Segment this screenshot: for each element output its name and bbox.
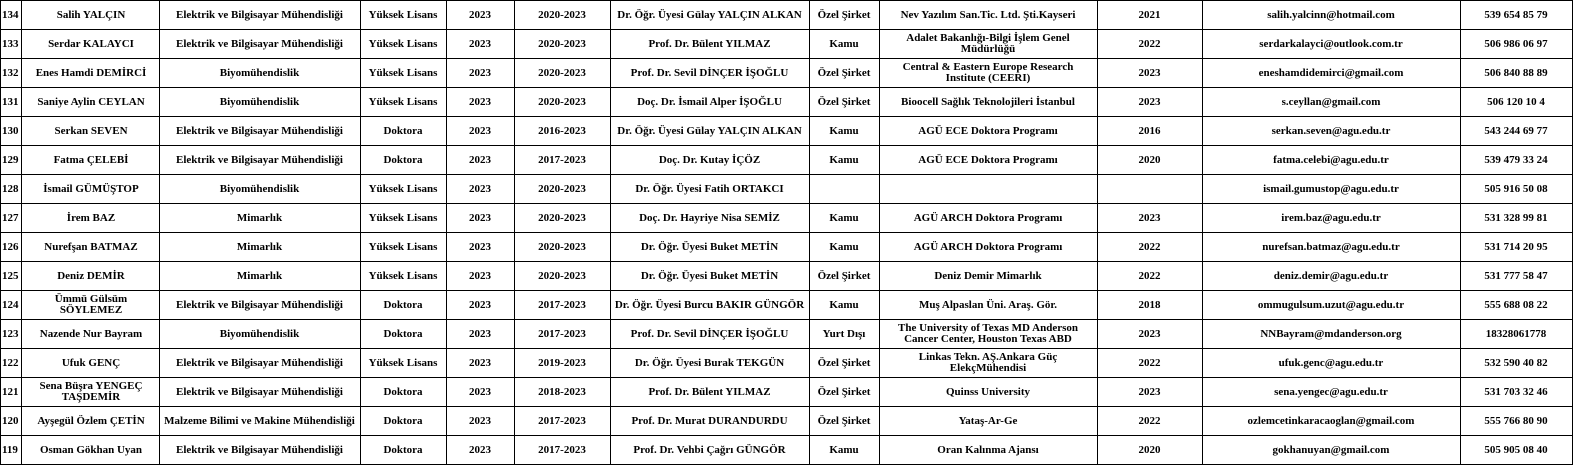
sector-cell[interactable]: Kamu: [809, 146, 879, 175]
degree-cell[interactable]: Yüksek Lisans: [360, 88, 446, 117]
department-cell[interactable]: Biyomühendislik: [159, 59, 360, 88]
sector-cell[interactable]: Kamu: [809, 233, 879, 262]
advisor-cell[interactable]: Dr. Öğr. Üyesi Gülay YALÇIN ALKAN: [610, 117, 809, 146]
start-year-cell[interactable]: 2020: [1097, 146, 1202, 175]
workplace-cell[interactable]: The University of Texas MD Anderson Cancer Center, Houston Texas ABD: [879, 320, 1097, 349]
start-year-cell[interactable]: 2023: [1097, 204, 1202, 233]
name-cell[interactable]: İrem BAZ: [21, 204, 159, 233]
advisor-cell[interactable]: Prof. Dr. Vehbi Çağrı GÜNGÖR: [610, 436, 809, 465]
study-period-cell[interactable]: 2020-2023: [514, 59, 610, 88]
department-cell[interactable]: Elektrik ve Bilgisayar Mühendisliği: [159, 349, 360, 378]
advisor-cell[interactable]: Prof. Dr. Sevil DİNÇER İŞOĞLU: [610, 320, 809, 349]
workplace-cell[interactable]: Oran Kalınma Ajansı: [879, 436, 1097, 465]
row-number-cell[interactable]: 129: [1, 146, 22, 175]
email-cell[interactable]: salih.yalcinn@hotmail.com: [1202, 1, 1460, 30]
sector-cell[interactable]: Kamu: [809, 291, 879, 320]
workplace-cell[interactable]: Yataş-Ar-Ge: [879, 407, 1097, 436]
start-year-cell[interactable]: 2021: [1097, 1, 1202, 30]
workplace-cell[interactable]: Central & Eastern Europe Research Institute (CEERI): [879, 59, 1097, 88]
start-year-cell[interactable]: 2023: [1097, 59, 1202, 88]
email-cell[interactable]: NNBayram@mdanderson.org: [1202, 320, 1460, 349]
advisor-cell[interactable]: Prof. Dr. Bülent YILMAZ: [610, 378, 809, 407]
degree-cell[interactable]: Doktora: [360, 320, 446, 349]
workplace-cell[interactable]: Deniz Demir Mimarlık: [879, 262, 1097, 291]
email-cell[interactable]: irem.baz@agu.edu.tr: [1202, 204, 1460, 233]
row-number-cell[interactable]: 126: [1, 233, 22, 262]
name-cell[interactable]: Nazende Nur Bayram: [21, 320, 159, 349]
study-period-cell[interactable]: 2020-2023: [514, 204, 610, 233]
phone-cell[interactable]: 505 916 50 08: [1460, 175, 1572, 204]
department-cell[interactable]: Elektrik ve Bilgisayar Mühendisliği: [159, 291, 360, 320]
table-row: [1, 320, 1573, 349]
degree-cell[interactable]: Yüksek Lisans: [360, 233, 446, 262]
phone-cell[interactable]: 506 840 88 89: [1460, 59, 1572, 88]
table-row: [1, 88, 1573, 117]
table-row: [1, 1, 1573, 30]
graduation-year-cell[interactable]: 2023: [446, 291, 514, 320]
name-cell[interactable]: Deniz DEMİR: [21, 262, 159, 291]
degree-cell[interactable]: Yüksek Lisans: [360, 1, 446, 30]
email-cell[interactable]: ommugulsum.uzut@agu.edu.tr: [1202, 291, 1460, 320]
graduation-year-cell[interactable]: 2023: [446, 407, 514, 436]
name-cell[interactable]: Saniye Aylin CEYLAN: [21, 88, 159, 117]
department-cell[interactable]: Elektrik ve Bilgisayar Mühendisliği: [159, 436, 360, 465]
name-cell[interactable]: Salih YALÇIN: [21, 1, 159, 30]
advisor-cell[interactable]: Dr. Öğr. Üyesi Fatih ORTAKCI: [610, 175, 809, 204]
graduation-year-cell[interactable]: 2023: [446, 378, 514, 407]
email-cell[interactable]: ufuk.genc@agu.edu.tr: [1202, 349, 1460, 378]
advisor-cell[interactable]: Prof. Dr. Sevil DİNÇER İŞOĞLU: [610, 59, 809, 88]
sector-cell[interactable]: Kamu: [809, 436, 879, 465]
table-row: [1, 407, 1573, 436]
study-period-cell[interactable]: 2016-2023: [514, 117, 610, 146]
email-cell[interactable]: ismail.gumustop@agu.edu.tr: [1202, 175, 1460, 204]
row-number-cell[interactable]: 131: [1, 88, 22, 117]
study-period-cell[interactable]: 2017-2023: [514, 436, 610, 465]
phone-cell[interactable]: 531 328 99 81: [1460, 204, 1572, 233]
graduation-year-cell[interactable]: 2023: [446, 204, 514, 233]
graduation-year-cell[interactable]: 2023: [446, 436, 514, 465]
advisor-cell[interactable]: Doç. Dr. Hayriye Nisa SEMİZ: [610, 204, 809, 233]
table-row: [1, 117, 1573, 146]
row-number-cell[interactable]: 122: [1, 349, 22, 378]
start-year-cell[interactable]: 2018: [1097, 291, 1202, 320]
advisor-cell[interactable]: Prof. Dr. Bülent YILMAZ: [610, 30, 809, 59]
row-number-cell[interactable]: 132: [1, 59, 22, 88]
advisor-cell[interactable]: Doç. Dr. İsmail Alper İŞOĞLU: [610, 88, 809, 117]
graduation-year-cell[interactable]: 2023: [446, 1, 514, 30]
department-cell[interactable]: Malzeme Bilimi ve Makine Mühendisliği: [159, 407, 360, 436]
name-cell[interactable]: Nurefşan BATMAZ: [21, 233, 159, 262]
name-cell[interactable]: İsmail GÜMÜŞTOP: [21, 175, 159, 204]
department-cell[interactable]: Elektrik ve Bilgisayar Mühendisliği: [159, 146, 360, 175]
start-year-cell[interactable]: 2023: [1097, 88, 1202, 117]
email-cell[interactable]: ozlemcetinkaracaoglan@gmail.com: [1202, 407, 1460, 436]
name-cell[interactable]: Ufuk GENÇ: [21, 349, 159, 378]
study-period-cell[interactable]: 2017-2023: [514, 146, 610, 175]
degree-cell[interactable]: Doktora: [360, 436, 446, 465]
phone-cell[interactable]: 555 688 08 22: [1460, 291, 1572, 320]
phone-cell[interactable]: 555 766 80 90: [1460, 407, 1572, 436]
start-year-cell[interactable]: 2023: [1097, 320, 1202, 349]
graduation-year-cell[interactable]: 2023: [446, 320, 514, 349]
email-cell[interactable]: nurefsan.batmaz@agu.edu.tr: [1202, 233, 1460, 262]
row-number-cell[interactable]: 121: [1, 378, 22, 407]
start-year-cell[interactable]: 2022: [1097, 30, 1202, 59]
phone-cell[interactable]: 531 777 58 47: [1460, 262, 1572, 291]
phone-cell[interactable]: 18328061778: [1460, 320, 1572, 349]
department-cell[interactable]: Mimarlık: [159, 262, 360, 291]
degree-cell[interactable]: Yüksek Lisans: [360, 262, 446, 291]
advisor-cell[interactable]: Dr. Öğr. Üyesi Buket METİN: [610, 262, 809, 291]
department-cell[interactable]: Mimarlık: [159, 204, 360, 233]
advisor-cell[interactable]: Prof. Dr. Murat DURANDURDU: [610, 407, 809, 436]
row-number-cell[interactable]: 127: [1, 204, 22, 233]
phone-cell[interactable]: 531 703 32 46: [1460, 378, 1572, 407]
graduation-year-cell[interactable]: 2023: [446, 262, 514, 291]
workplace-cell[interactable]: Muş Alpaslan Üni. Araş. Gör.: [879, 291, 1097, 320]
start-year-cell[interactable]: [1097, 175, 1202, 204]
workplace-cell[interactable]: AGÜ ECE Doktora Programı: [879, 117, 1097, 146]
study-period-cell[interactable]: 2018-2023: [514, 378, 610, 407]
graduation-year-cell[interactable]: 2023: [446, 59, 514, 88]
row-number-cell[interactable]: 130: [1, 117, 22, 146]
sector-cell[interactable]: Özel Şirket: [809, 349, 879, 378]
name-cell[interactable]: Ayşegül Özlem ÇETİN: [21, 407, 159, 436]
table-row: [1, 291, 1573, 320]
study-period-cell[interactable]: 2020-2023: [514, 175, 610, 204]
email-cell[interactable]: serkan.seven@agu.edu.tr: [1202, 117, 1460, 146]
phone-cell[interactable]: 531 714 20 95: [1460, 233, 1572, 262]
email-cell[interactable]: eneshamdidemirci@gmail.com: [1202, 59, 1460, 88]
study-period-cell[interactable]: 2020-2023: [514, 30, 610, 59]
degree-cell[interactable]: Yüksek Lisans: [360, 204, 446, 233]
advisor-cell[interactable]: Dr. Öğr. Üyesi Buket METİN: [610, 233, 809, 262]
start-year-cell[interactable]: 2016: [1097, 117, 1202, 146]
row-number-cell[interactable]: 128: [1, 175, 22, 204]
sector-cell[interactable]: Kamu: [809, 30, 879, 59]
workplace-cell[interactable]: Quinss University: [879, 378, 1097, 407]
email-cell[interactable]: fatma.celebi@agu.edu.tr: [1202, 146, 1460, 175]
phone-cell[interactable]: 505 905 08 40: [1460, 436, 1572, 465]
email-cell[interactable]: serdarkalayci@outlook.com.tr: [1202, 30, 1460, 59]
row-number-cell[interactable]: 119: [1, 436, 22, 465]
advisor-cell[interactable]: Doç. Dr. Kutay İÇÖZ: [610, 146, 809, 175]
sector-cell[interactable]: Özel Şirket: [809, 262, 879, 291]
graduation-year-cell[interactable]: 2023: [446, 30, 514, 59]
phone-cell[interactable]: 506 986 06 97: [1460, 30, 1572, 59]
sector-cell[interactable]: Özel Şirket: [809, 59, 879, 88]
degree-cell[interactable]: Doktora: [360, 378, 446, 407]
row-number-cell[interactable]: 123: [1, 320, 22, 349]
table-row: [1, 175, 1573, 204]
name-cell[interactable]: Fatma ÇELEBİ: [21, 146, 159, 175]
sector-cell[interactable]: Özel Şirket: [809, 88, 879, 117]
graduation-year-cell[interactable]: 2023: [446, 175, 514, 204]
department-cell[interactable]: Elektrik ve Bilgisayar Mühendisliği: [159, 117, 360, 146]
study-period-cell[interactable]: 2020-2023: [514, 1, 610, 30]
department-cell[interactable]: Elektrik ve Bilgisayar Mühendisliği: [159, 30, 360, 59]
advisor-cell[interactable]: Dr. Öğr. Üyesi Burcu BAKIR GÜNGÖR: [610, 291, 809, 320]
workplace-cell[interactable]: Bioocell Sağlık Teknolojileri İstanbul: [879, 88, 1097, 117]
name-cell[interactable]: Serdar KALAYCI: [21, 30, 159, 59]
sector-cell[interactable]: [809, 175, 879, 204]
graduation-year-cell[interactable]: 2023: [446, 146, 514, 175]
table-row: [1, 30, 1573, 59]
row-number-cell[interactable]: 120: [1, 407, 22, 436]
start-year-cell[interactable]: 2022: [1097, 407, 1202, 436]
graduation-year-cell[interactable]: 2023: [446, 349, 514, 378]
department-cell[interactable]: Biyomühendislik: [159, 320, 360, 349]
phone-cell[interactable]: 543 244 69 77: [1460, 117, 1572, 146]
degree-cell[interactable]: Yüksek Lisans: [360, 59, 446, 88]
sector-cell[interactable]: Kamu: [809, 117, 879, 146]
phone-cell[interactable]: 539 654 85 79: [1460, 1, 1572, 30]
workplace-cell[interactable]: AGÜ ARCH Doktora Programı: [879, 233, 1097, 262]
table-row: [1, 378, 1573, 407]
start-year-cell[interactable]: 2022: [1097, 349, 1202, 378]
table-row: [1, 233, 1573, 262]
advisor-cell[interactable]: Dr. Öğr. Üyesi Gülay YALÇIN ALKAN: [610, 1, 809, 30]
graduation-year-cell[interactable]: 2023: [446, 117, 514, 146]
email-cell[interactable]: s.ceyllan@gmail.com: [1202, 88, 1460, 117]
table-row: [1, 204, 1573, 233]
degree-cell[interactable]: Yüksek Lisans: [360, 349, 446, 378]
study-period-cell[interactable]: 2019-2023: [514, 349, 610, 378]
graduation-year-cell[interactable]: 2023: [446, 233, 514, 262]
workplace-cell[interactable]: Adalet Bakanlığı-Bilgi İşlem Genel Müdürlüğü: [879, 30, 1097, 59]
study-period-cell[interactable]: 2020-2023: [514, 262, 610, 291]
email-cell[interactable]: gokhanuyan@gmail.com: [1202, 436, 1460, 465]
row-number-cell[interactable]: 124: [1, 291, 22, 320]
study-period-cell[interactable]: 2017-2023: [514, 407, 610, 436]
name-cell[interactable]: Serkan SEVEN: [21, 117, 159, 146]
study-period-cell[interactable]: 2020-2023: [514, 88, 610, 117]
sector-cell[interactable]: Yurt Dışı: [809, 320, 879, 349]
start-year-cell[interactable]: 2020: [1097, 436, 1202, 465]
advisor-cell[interactable]: Dr. Öğr. Üyesi Burak TEKGÜN: [610, 349, 809, 378]
sector-cell[interactable]: Özel Şirket: [809, 407, 879, 436]
name-cell[interactable]: Enes Hamdi DEMİRCİ: [21, 59, 159, 88]
phone-cell[interactable]: 532 590 40 82: [1460, 349, 1572, 378]
degree-cell[interactable]: Doktora: [360, 146, 446, 175]
department-cell[interactable]: Elektrik ve Bilgisayar Mühendisliği: [159, 1, 360, 30]
table-row: [1, 262, 1573, 291]
table-row: [1, 349, 1573, 378]
phone-cell[interactable]: 539 479 33 24: [1460, 146, 1572, 175]
row-number-cell[interactable]: 133: [1, 30, 22, 59]
table-row: [1, 146, 1573, 175]
degree-cell[interactable]: Yüksek Lisans: [360, 175, 446, 204]
sector-cell[interactable]: Kamu: [809, 204, 879, 233]
degree-cell[interactable]: Doktora: [360, 407, 446, 436]
sector-cell[interactable]: Özel Şirket: [809, 1, 879, 30]
workplace-cell[interactable]: [879, 175, 1097, 204]
email-cell[interactable]: sena.yengec@agu.edu.tr: [1202, 378, 1460, 407]
workplace-cell[interactable]: AGÜ ECE Doktora Programı: [879, 146, 1097, 175]
study-period-cell[interactable]: 2017-2023: [514, 320, 610, 349]
study-period-cell[interactable]: 2020-2023: [514, 233, 610, 262]
workplace-cell[interactable]: Nev Yazılım San.Tic. Ltd. Şti.Kayseri: [879, 1, 1097, 30]
degree-cell[interactable]: Yüksek Lisans: [360, 30, 446, 59]
start-year-cell[interactable]: 2023: [1097, 378, 1202, 407]
phone-cell[interactable]: 506 120 10 4: [1460, 88, 1572, 117]
study-period-cell[interactable]: 2017-2023: [514, 291, 610, 320]
email-cell[interactable]: deniz.demir@agu.edu.tr: [1202, 262, 1460, 291]
row-number-cell[interactable]: 125: [1, 262, 22, 291]
workplace-cell[interactable]: AGÜ ARCH Doktora Programı: [879, 204, 1097, 233]
name-cell[interactable]: Sena Büşra YENGEÇ TAŞDEMİR: [21, 378, 159, 407]
table-body: [1, 1, 1573, 465]
degree-cell[interactable]: Doktora: [360, 117, 446, 146]
name-cell[interactable]: Ümmü Gülsüm SÖYLEMEZ: [21, 291, 159, 320]
department-cell[interactable]: Elektrik ve Bilgisayar Mühendisliği: [159, 378, 360, 407]
department-cell[interactable]: Biyomühendislik: [159, 175, 360, 204]
start-year-cell[interactable]: 2022: [1097, 233, 1202, 262]
degree-cell[interactable]: Doktora: [360, 291, 446, 320]
table-row: [1, 59, 1573, 88]
workplace-cell[interactable]: Linkas Tekn. AŞ.Ankara Güç ElekçMühendisi: [879, 349, 1097, 378]
row-number-cell[interactable]: 134: [1, 1, 22, 30]
department-cell[interactable]: Mimarlık: [159, 233, 360, 262]
name-cell[interactable]: Osman Gökhan Uyan: [21, 436, 159, 465]
department-cell[interactable]: Biyomühendislik: [159, 88, 360, 117]
sector-cell[interactable]: Özel Şirket: [809, 378, 879, 407]
table-row: [1, 436, 1573, 465]
start-year-cell[interactable]: 2022: [1097, 262, 1202, 291]
graduation-year-cell[interactable]: 2023: [446, 88, 514, 117]
